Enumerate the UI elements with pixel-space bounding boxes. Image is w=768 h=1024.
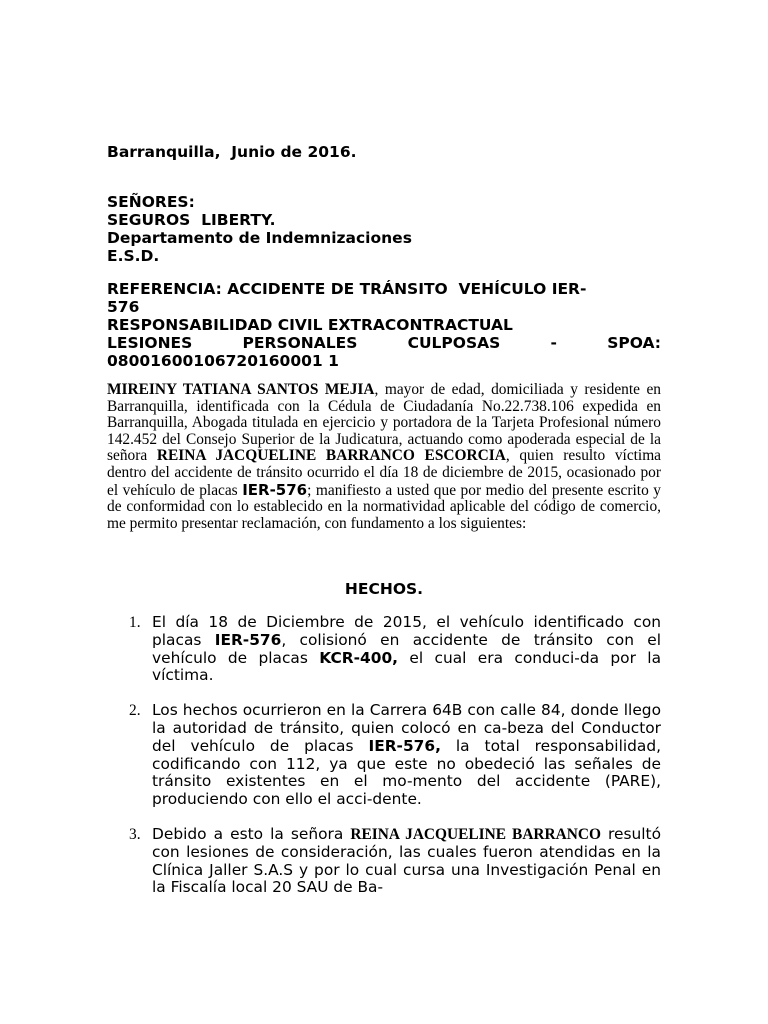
vehicle-plate: KCR-400, [319,648,399,667]
reference-block [107,280,661,370]
fact-text: , colisionó en accidente de tránsito con el vehículo de placas [152,630,662,667]
reference-word: SPOA: [607,334,661,352]
client-name: REINA JACQUELINE BARRANCO ESCORCIA [156,447,506,465]
list-item [107,826,661,897]
intro-text: , quien resulto víctima dentro del accidente de tránsito ocurrido el día 18 de diciembre de 2015, ocasionado por el vehículo de placas [107,447,661,499]
list-number: 3. [129,825,141,843]
reference-line-1: REFERENCIA: ACCIDENTE DE TRÁNSITO VEHÍCULO IER- [107,280,587,298]
reference-line-3: RESPONSABILIDAD CIVIL EXTRACONTRACTUAL [107,316,513,334]
spoa-number: 08001600106720160001 1 [107,352,339,370]
intro-text: ; manifiesto a usted que por medio del presente escrito y de conformidad con lo establecido en la normatividad aplicable del código de comercio, me permito presentar reclamación, con fundamento a los siguientes: [107,481,661,532]
intro-paragraph [107,382,661,532]
addressee-line: SEÑORES: [107,193,195,211]
reference-word: CULPOSAS [407,334,501,352]
reference-word: LESIONES [107,334,193,352]
fact-text: Los hechos ocurrieron en la Carrera 64B con calle 84, donde llego la autoridad de tránsito, quien colocó en ca-beza del Conductor del vehículo de placas [152,701,661,755]
addressee-department: Departamento de Indemnizaciones [107,229,412,247]
section-heading: HECHOS. [344,580,424,598]
vehicle-plate: IER-576 [242,480,308,499]
fact-text: resultó con lesiones de consideración, las cuales fueron atendidas en la Clínica Jaller S.A.S y por lo cual cursa una Investigación Penal en la Fiscalía local 20 SAU de Ba- [152,824,662,897]
intro-text: , mayor de edad, domiciliada y residente en Barranquilla, identificada con la Cédula de Ciudadanía No.22.738.106 expedida en Barranquilla, Abogada titulada en ejercicio y portadora de la Tarjeta Profesional número 142.452 del Consejo Superior de la Judicatura, actuando como apoderada especial de la señora [107,381,661,465]
fact-text: El día 18 de Diciembre de 2015, el vehículo identificado con placas [152,613,661,649]
list-number: 2. [129,702,141,720]
reference-line-4 [107,334,661,352]
fact-text: el cual era conduci-da por la víctima. [152,648,661,685]
addressee-esd: E.S.D. [107,247,160,265]
vehicle-plate: IER-576 [214,630,282,649]
client-name: REINA JACQUELINE BARRANCO [350,825,601,843]
reference-line-2: 576 [107,298,140,316]
fact-text: Debido a esto la señora [152,824,351,843]
fact-text: la total responsabilidad, codificando con 112, ya que este no obedeció las señales de tránsito existentes en el mo-mento del accidente (PARE), produciendo con ello el acci-dente. [152,736,661,809]
list-number: 1. [129,614,141,631]
reference-word: PERSONALES [242,334,358,352]
addressee-block [107,193,667,265]
attorney-name: MIREINY TATIANA SANTOS MEJIA [107,381,375,398]
reference-word: - [550,334,557,352]
addressee-company: SEGUROS LIBERTY. [107,211,276,229]
list-item [107,614,661,685]
list-item [107,702,661,809]
vehicle-plate: IER-576, [368,736,441,755]
facts-list [107,614,661,914]
place-date: Barranquilla, Junio de 2016. [107,143,357,161]
